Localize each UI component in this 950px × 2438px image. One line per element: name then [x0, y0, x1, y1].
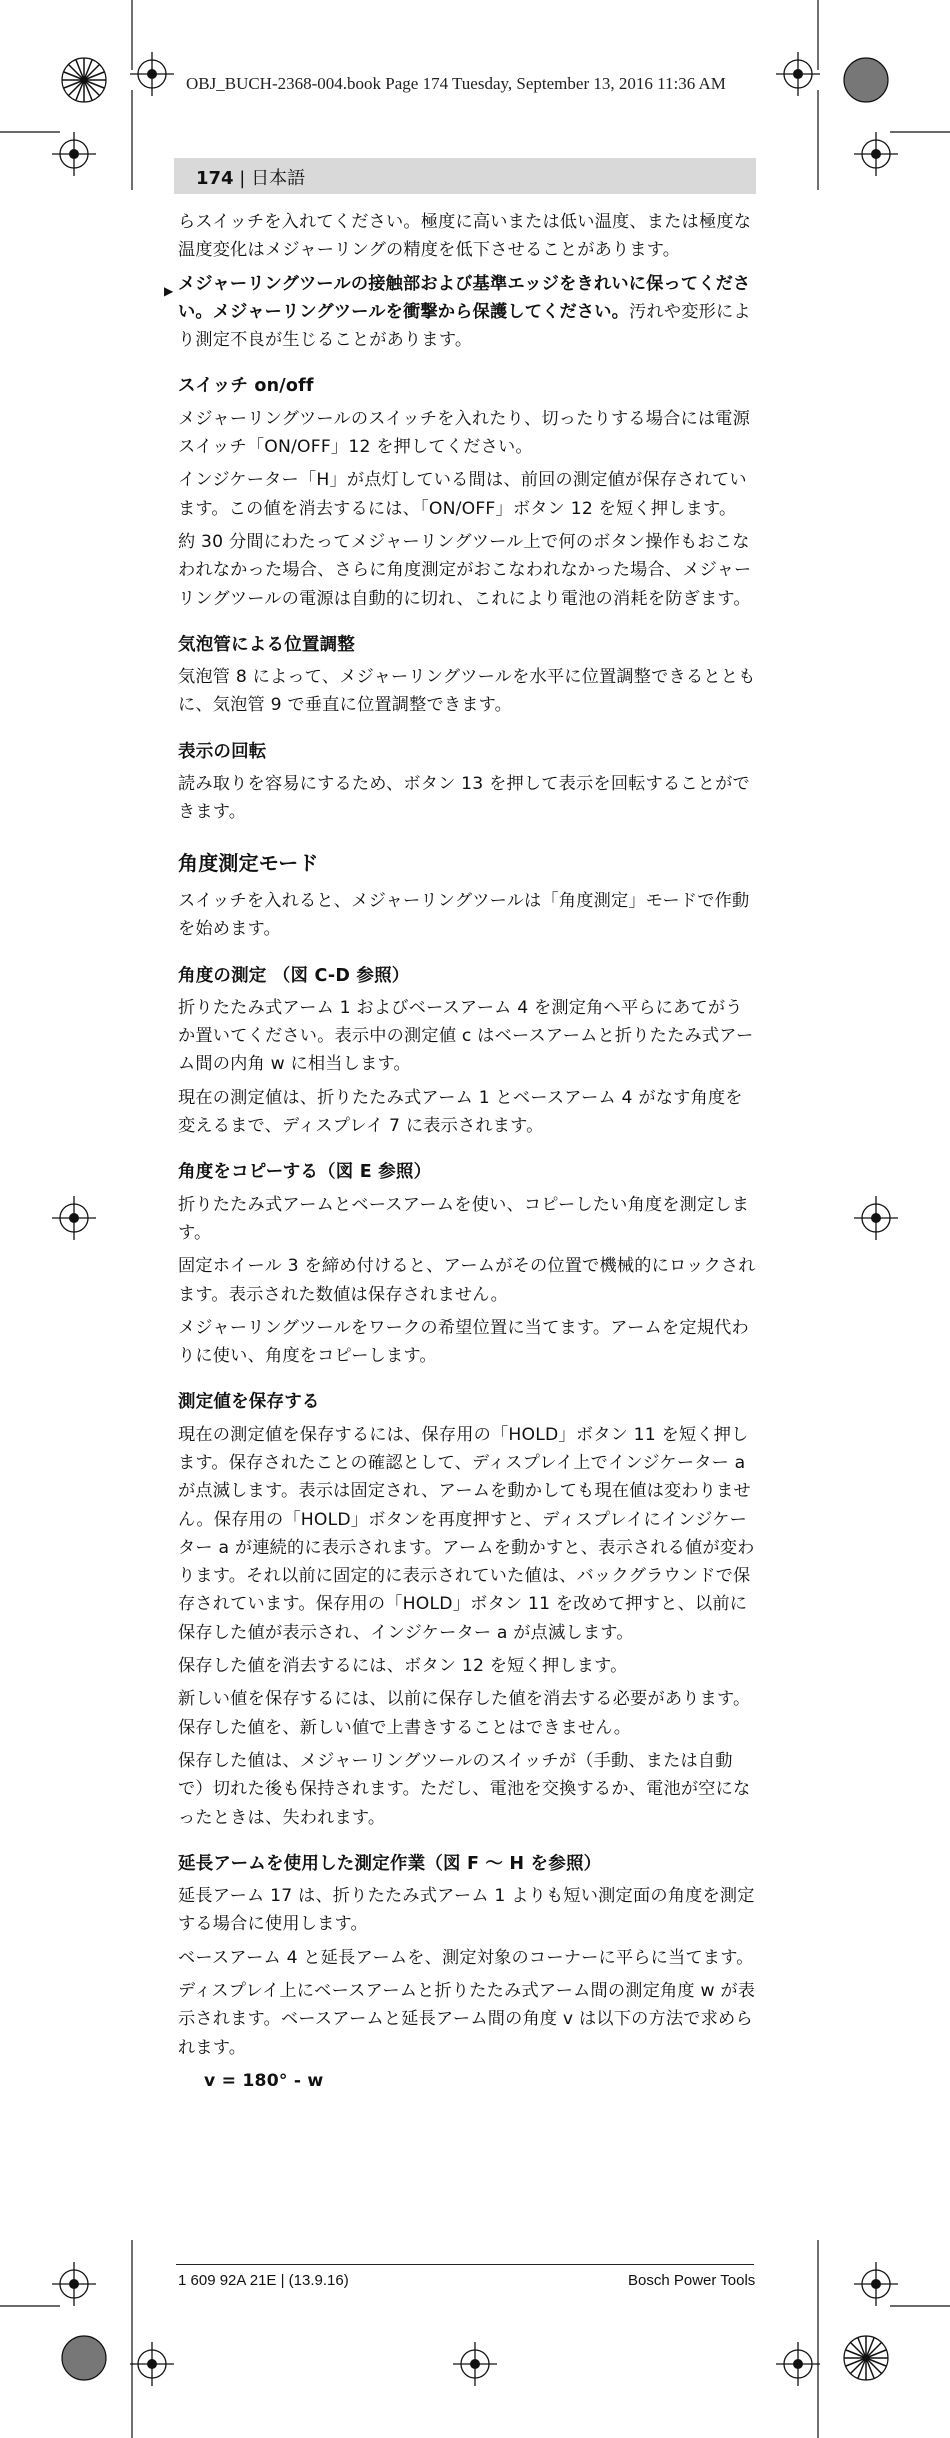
section-heading: 延長アームを使用した測定作業（図 F ～ H を参照）: [178, 1853, 602, 1874]
footer-rule: [176, 2264, 754, 2265]
paragraph: メジャーリングツールをワークの希望位置に当てます。アームを定規代わりに使い、角度をコピーします。: [178, 1317, 749, 1367]
header-language: 日本語: [251, 168, 306, 189]
header-separator: |: [233, 168, 252, 189]
paragraph: スイッチを入れると、メジャーリングツールは「角度測定」モードで作動を始めます。: [178, 890, 750, 940]
paragraph: インジケーター「H」が点灯している間は、前回の測定値が保存されています。この値を消去するには、「ON/OFF」ボタン 12 を短く押します。: [178, 470, 747, 519]
paragraph: 気泡管 8 によって、メジャーリングツールを水平に位置調整できるとともに、気泡管 9 で垂直に位置調整できます。: [178, 667, 756, 716]
paragraph: 折りたたみ式アーム 1 およびベースアーム 4 を測定角へ平らにあてがうか置いてください。表示中の測定値 c はベースアームと折りたたみ式アーム間の内角 w に相当します。: [178, 997, 754, 1075]
paragraph: 延長アーム 17 は、折りたたみ式アーム 1 よりも短い測定面の角度を測定する場合に使用します。: [178, 1886, 755, 1935]
section-heading: 角度測定モード: [178, 850, 319, 875]
document-body: [164, 208, 756, 2100]
paragraph: 固定ホイール 3 を締め付けると、アームがその位置で機械的にロックされます。表示された数値は保存されません。: [178, 1256, 756, 1305]
section-heading: 気泡管による位置調整: [178, 634, 355, 655]
formula: v = 180° - w: [204, 2070, 324, 2091]
section-heading: スイッチ on/off: [178, 376, 314, 397]
paragraph: 保存した値は、メジャーリングツールのスイッチが（手動、または自動で）切れた後も保持されます。ただし、電池を交換するか、電池が空になったときは、失われます。: [178, 1750, 751, 1828]
footer-brand: Bosch Power Tools: [628, 2272, 756, 2289]
paragraph: 現在の測定値は、折りたたみ式アーム 1 とベースアーム 4 がなす角度を変えるまで、ディスプレイ 7 に表示されます。: [178, 1087, 743, 1137]
paragraph: 折りたたみ式アームとベースアームを使い、コピーしたい角度を測定します。: [178, 1194, 750, 1243]
paragraph: 読み取りを容易にするため、ボタン 13 を押して表示を回転することができます。: [178, 774, 750, 823]
warning-bullet: [164, 270, 756, 355]
bullet-triangle-icon: ▶: [164, 283, 174, 298]
paragraph: ディスプレイ上にベースアームと折りたたみ式アーム間の測定角度 w が表示されます。ベースアームと延長アーム間の角度 v は以下の方法で求められます。: [178, 1981, 756, 2058]
paragraph: らスイッチを入れてください。極度に高いまたは低い温度、または極度な温度変化はメジャーリングの精度を低下させることがあります。: [178, 212, 752, 261]
section-heading: 測定値を保存する: [178, 1392, 320, 1413]
paragraph: ベースアーム 4 と延長アームを、測定対象のコーナーに平らに当てます。: [178, 1947, 754, 1968]
section-heading: 角度の測定 （図 C-D 参照）: [178, 965, 410, 986]
paragraph: メジャーリングツールのスイッチを入れたり、切ったりする場合には電源スイッチ「ON/OFF」12 を押してください。: [178, 408, 751, 458]
paragraph: 新しい値を保存するには、以前に保存した値を消去する必要があります。保存した値を、新しい値で上書きすることはできません。: [178, 1689, 751, 1738]
footer-doc-id: 1 609 92A 21E | (13.9.16): [178, 2272, 349, 2289]
bullet-bold-text: メジャーリングツールの接触部および基準エッジをきれいに保ってください。メジャーリングツールを衝撃から保護してください。: [178, 273, 751, 322]
paragraph: 保存した値を消去するには、ボタン 12 を短く押します。: [178, 1656, 628, 1677]
page-number: 174: [196, 168, 234, 189]
page-header: [196, 164, 305, 190]
paragraph: 現在の測定値を保存するには、保存用の「HOLD」ボタン 11 を短く押します。保存されたことの確認として、ディスプレイ上でインジケーター a が点滅します。表示は固定され、アームを動かしても現在値は変わりません。保存用の「HOLD」ボタンを再度押すと、ディスプレイにインジケーター a が連続的に表示されます。アームを動かすと、表示される値が変わります。それ以前に固定的に表示されていた値は、バックグラウンドで保存されています。保存用の「HOLD」ボタン 11 を改めて押すと、以前に保存した値が表示され、インジケーター a が点滅します。: [178, 1424, 755, 1643]
bullet-text: 汚れや変形により測定不良が生じることがあります。: [178, 301, 751, 351]
paragraph: 約 30 分間にわたってメジャーリングツール上で何のボタン操作もおこなわれなかった場合、さらに角度測定がおこなわれなかった場合、メジャーリングツールの電源は自動的に切れ、これにより電池の消耗を防ぎます。: [178, 531, 752, 609]
section-heading: 表示の回転: [178, 741, 267, 762]
print-slug: OBJ_BUCH-2368-004.book Page 174 Tuesday, September 13, 2016 11:36 AM: [186, 74, 726, 93]
section-heading: 角度をコピーする（図 E 参照）: [178, 1162, 432, 1183]
